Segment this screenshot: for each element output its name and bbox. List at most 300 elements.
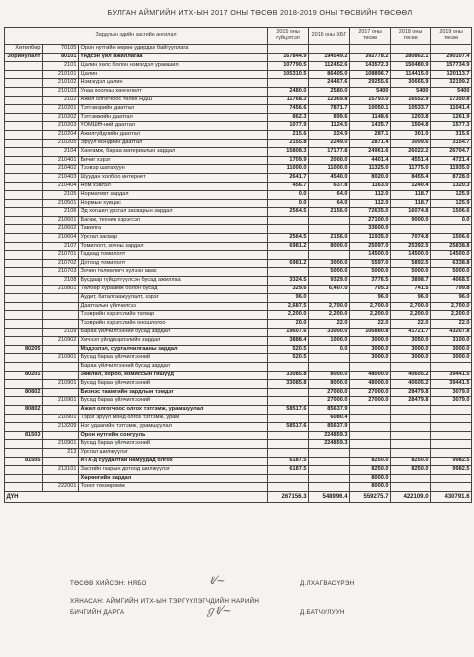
row-value-2016: 85637.9 (309, 423, 350, 432)
row-code-2: 210902 (43, 337, 79, 346)
row-value-2018: 741.5 (391, 285, 431, 294)
row-value-2016: 8000.0 (309, 242, 350, 251)
row-value-2016 (309, 474, 350, 483)
row-code-2: 2104 (43, 148, 79, 157)
table-row (5, 371, 472, 380)
row-value-2015: 520.5 (268, 354, 309, 363)
reviewed-by-role: ХЯНАСАН: АЙМГИЙН ИТХ-ЫН ТЭРГҮҮЛЭГЧДИЙН НАРИЙН (70, 598, 260, 605)
row-value-2017 (350, 362, 391, 371)
row-value-2018 (391, 431, 431, 440)
row-value-2017: 11935.0 (350, 234, 391, 243)
row-name: Нормативт зардал (79, 191, 268, 200)
table-row (5, 216, 472, 225)
row-code-1 (5, 380, 43, 389)
row-code-1 (5, 466, 43, 475)
row-value-2018: 96.0 (391, 294, 431, 303)
row-value-2015: 329.6 (268, 285, 309, 294)
row-code-1 (5, 96, 43, 105)
row-code-1 (5, 234, 43, 243)
row-name: Цалин хөлс болон нэмэгдэл урамшил (79, 62, 268, 71)
row-code-1 (5, 225, 43, 234)
row-code-2 (43, 362, 79, 371)
row-code-2: 210401 (43, 156, 79, 165)
table-row (5, 208, 472, 217)
row-value-2019: 11935.0 (431, 165, 472, 174)
row-value-2019: 3000.0 (431, 345, 472, 354)
row-value-2016: 64.0 (309, 199, 350, 208)
row-code-1 (5, 62, 43, 71)
row-value-2017: 10050.1 (350, 105, 391, 114)
row-name: Бусад бараа үйлчилгээний (79, 397, 268, 406)
row-code-2: 210901 (43, 354, 79, 363)
table-row (5, 242, 472, 251)
row-value-2017 (350, 431, 391, 440)
row-value-2019: 22.0 (431, 320, 472, 329)
row-value-2017: 22.0 (350, 320, 391, 329)
row-name: Орон нутгийн сонгууль (79, 431, 268, 440)
table-row (5, 457, 472, 466)
row-value-2017: 8000.0 (350, 474, 391, 483)
row-code-2 (43, 320, 79, 329)
row-code-2: 210801 (43, 285, 79, 294)
row-value-2018: 30665.9 (391, 79, 431, 88)
row-value-2016: 2,700.0 (309, 302, 350, 311)
row-code-2: 80101 (43, 53, 79, 62)
total-2018: 422109.0 (391, 491, 431, 502)
row-value-2018: 114415.0 (391, 70, 431, 79)
row-value-2019: 8728.0 (431, 173, 472, 182)
header-2016: 2016 оны ХБГ (309, 28, 350, 45)
row-value-2015: 3324.5 (268, 277, 309, 286)
row-value-2018: 28479.8 (391, 388, 431, 397)
row-value-2017: 8250.0 (350, 466, 391, 475)
reviewed-by-title: БИЧГИЙН ДАРГА (70, 609, 125, 616)
row-value-2016 (309, 294, 350, 303)
table-row (5, 320, 472, 329)
row-value-2016: 86405.0 (309, 70, 350, 79)
row-value-2019 (431, 431, 472, 440)
row-name: Тэтгэвэрийн даатгал (79, 105, 268, 114)
row-value-2019: 1506.6 (431, 234, 472, 243)
row-code-1 (5, 285, 43, 294)
row-value-2015 (268, 440, 309, 449)
row-value-2016 (309, 466, 350, 475)
budget-table (4, 27, 472, 503)
row-value-2015: 1077.9 (268, 122, 309, 131)
row-code-2 (43, 302, 79, 311)
row-code-2: 210602 (43, 225, 79, 234)
row-name: Орон нутгийн өөрөө удирдах байгууллага (79, 45, 268, 54)
row-value-2017: 2,700.0 (350, 302, 391, 311)
row-value-2015: 2,687.5 (268, 302, 309, 311)
row-code-1 (5, 320, 43, 329)
row-value-2015 (268, 388, 309, 397)
row-value-2018 (391, 474, 431, 483)
row-value-2016: 22.0 (309, 320, 350, 329)
row-value-2018: 301.0 (391, 130, 431, 139)
row-value-2017: 27100.0 (350, 216, 391, 225)
row-value-2016: 6,407.0 (309, 285, 350, 294)
row-value-2015 (268, 448, 309, 457)
table-row (5, 139, 472, 148)
row-name: Нэг удаагийн тэтгэмж, урамшуулал (79, 423, 268, 432)
row-value-2018: 26022.2 (391, 148, 431, 157)
row-name: Багаж, техник хэрэгсэл (79, 216, 268, 225)
row-value-2017: 8000.0 (350, 483, 391, 492)
row-value-2017: 143572.3 (350, 62, 391, 71)
row-value-2016: 2,200.0 (309, 311, 350, 320)
row-value-2019: 25838.8 (431, 242, 472, 251)
header-2017: 2017 оны төсөв (350, 28, 391, 45)
row-value-2019 (431, 440, 472, 449)
row-code-1 (5, 139, 43, 148)
row-value-2015: 3888.4 (268, 337, 309, 346)
table-row (5, 191, 472, 200)
row-value-2019 (431, 414, 472, 423)
table-header-row (5, 28, 472, 45)
row-value-2019 (431, 405, 472, 414)
table-row (5, 122, 472, 131)
row-code-2: 210404 (43, 182, 79, 191)
row-value-2018: 3000.0 (391, 354, 431, 363)
row-name: Бусдаар гүйцэтгүүлсэн бусад ажиллаа (79, 277, 268, 286)
row-value-2016: 0.0 (309, 345, 350, 354)
row-value-2015: 33085.8 (268, 380, 309, 389)
row-value-2019 (431, 45, 472, 54)
row-value-2015: 2641.7 (268, 173, 309, 182)
row-code-2: 2106 (43, 208, 79, 217)
row-value-2015 (268, 414, 309, 423)
row-value-2019: 2,700.0 (431, 302, 472, 311)
row-value-2018: 280862.1 (391, 53, 431, 62)
row-value-2016: 17177.8 (309, 148, 350, 157)
row-value-2018: 7074.8 (391, 234, 431, 243)
row-code-2: 210901 (43, 440, 79, 449)
header-2018: 2018 оны төсөө (391, 28, 431, 45)
row-value-2019: 43207.8 (431, 328, 472, 337)
row-value-2019 (431, 474, 472, 483)
row-value-2015 (268, 362, 309, 371)
row-name: Бараа үйлчилгээний бусад зардал (79, 362, 268, 371)
row-code-1: Хөтөлбөр (5, 45, 43, 54)
row-value-2018 (391, 423, 431, 432)
row-value-2018: 5892.5 (391, 259, 431, 268)
row-value-2015 (268, 431, 309, 440)
row-code-2: 210102 (43, 79, 79, 88)
row-value-2017: 112.0 (350, 191, 391, 200)
row-name: Аудит, баталгаажуулалт, зэрэг (79, 294, 268, 303)
row-name: Тэрэг эрүүл мэнд олгох тэтгэмж, урам (79, 414, 268, 423)
row-value-2018: 2,700.0 (391, 302, 431, 311)
row-value-2017: 3776.5 (350, 277, 391, 286)
row-value-2017: 392778.2 (350, 53, 391, 62)
row-value-2016 (309, 354, 350, 363)
row-value-2018: 16074.8 (391, 208, 431, 217)
row-code-2 (43, 474, 79, 483)
row-value-2016: 64.0 (309, 191, 350, 200)
row-name: Эрүүл мэндийн даатгал (79, 139, 268, 148)
row-value-2015: 20.0 (268, 320, 309, 329)
row-code-2: 210205 (43, 139, 79, 148)
table-row (5, 466, 472, 475)
row-value-2018: 3050.0 (391, 337, 431, 346)
row-name: Бусад бараа үйлчилгээний (79, 354, 268, 363)
table-row (5, 225, 472, 234)
row-value-2019: 157734.9 (431, 62, 472, 71)
table-row (5, 182, 472, 191)
row-value-2015: 6981.2 (268, 242, 309, 251)
row-value-2015: 456.7 (268, 182, 309, 191)
row-value-2017: 48000.0 (350, 380, 391, 389)
row-value-2019: 14500.0 (431, 251, 472, 260)
row-code-1: 80802 (5, 388, 43, 397)
row-code-2 (43, 345, 79, 354)
row-code-1 (5, 294, 43, 303)
row-code-2: 210204 (43, 130, 79, 139)
document-title: БУЛГАН АЙМГИЙН ИТХ-ЫН 2017 ОНЫ ТӨСӨВ 2018-2019 ОНЫ ТӨСВИЙН ТӨСӨӨЛ (107, 8, 413, 17)
row-value-2017: 29255.6 (350, 79, 391, 88)
row-name: Урсгал шилжүүлэг (79, 448, 268, 457)
row-code-1 (5, 337, 43, 346)
row-value-2016: 7871.7 (309, 105, 350, 114)
row-code-1 (5, 113, 43, 122)
row-code-1 (5, 397, 43, 406)
row-value-2015: 15808.3 (268, 148, 309, 157)
row-value-2015: 19607.6 (268, 328, 309, 337)
row-value-2016: 224.9 (309, 130, 350, 139)
row-code-1 (5, 208, 43, 217)
row-value-2015: 0.0 (268, 199, 309, 208)
table-row (5, 130, 472, 139)
row-name: Тээвэр шатахуун (79, 165, 268, 174)
row-name: Хөрөнгийн зардал (79, 474, 268, 483)
table-row (5, 354, 472, 363)
row-value-2017: 2871.4 (350, 139, 391, 148)
row-value-2018 (391, 225, 431, 234)
row-code-1 (5, 156, 43, 165)
row-name: Тээврийн хэрэгслийн оношлогоо (79, 320, 268, 329)
table-row (5, 156, 472, 165)
row-name: Мэдээлэл, сурталчилгааны зардал (79, 345, 268, 354)
row-code-2 (43, 431, 79, 440)
row-value-2016: 33000.0 (309, 328, 350, 337)
table-row (5, 345, 472, 354)
row-value-2016: 85637.9 (309, 405, 350, 414)
row-name: Эд хогшил урсгал засварын зардал (79, 208, 268, 217)
row-value-2018: 3898.7 (391, 277, 431, 286)
row-name: Даатгалын үйлчилгээ (79, 302, 268, 311)
row-value-2017: 3000.0 (350, 345, 391, 354)
row-code-1 (5, 191, 43, 200)
row-name: Зөвлөл, хороо, комиссын гишүүд (79, 371, 268, 380)
row-code-2: 210103 (43, 87, 79, 96)
row-name: Ажил олгогчоос төлөх НДШ (79, 96, 268, 105)
row-value-2015: 1709.9 (268, 156, 309, 165)
row-code-2 (43, 371, 79, 380)
row-code-1 (5, 173, 43, 182)
row-value-2019: 96.0 (431, 294, 472, 303)
row-value-2017: 287.1 (350, 130, 391, 139)
row-value-2016: 3000.0 (309, 259, 350, 268)
row-value-2019: 17350.8 (431, 96, 472, 105)
row-code-1 (5, 268, 43, 277)
row-code-2: 213209 (43, 423, 79, 432)
row-code-1 (5, 440, 43, 449)
row-value-2015 (268, 251, 309, 260)
total-row (5, 491, 472, 502)
row-value-2015: 2480.0 (268, 87, 309, 96)
row-code-2 (43, 457, 79, 466)
reviewed-by-name: Д.БАТЧУЛУУН (300, 609, 345, 616)
row-name: Хичээл үйлдвэрлэлийн зардал (79, 337, 268, 346)
row-code-2: 210203 (43, 122, 79, 131)
row-name: ҮОМШӨ-ний даатгал (79, 122, 268, 131)
row-value-2018: 14500.0 (391, 251, 431, 260)
row-code-2: 2108 (43, 277, 79, 286)
row-name: Томилолт, зочны зардал (79, 242, 268, 251)
row-value-2015: 6187.5 (268, 457, 309, 466)
table-row (5, 414, 472, 423)
row-code-2: 210702 (43, 259, 79, 268)
row-value-2016: 224859.3 (309, 431, 350, 440)
row-value-2018: 28479.8 (391, 397, 431, 406)
row-value-2016: 24467.6 (309, 79, 350, 88)
table-row (5, 79, 472, 88)
row-value-2017: 48000.0 (350, 371, 391, 380)
row-code-2: 210604 (43, 234, 79, 243)
table-row (5, 302, 472, 311)
row-value-2018: 16552.9 (391, 96, 431, 105)
row-value-2019: 125.9 (431, 199, 472, 208)
row-name: Бусад бараа үйлчилгээний (79, 440, 268, 449)
row-code-2 (43, 388, 79, 397)
row-code-1 (5, 328, 43, 337)
row-value-2019 (431, 448, 472, 457)
table-row (5, 311, 472, 320)
table-row (5, 277, 472, 286)
row-value-2016: 4540.0 (309, 173, 350, 182)
row-code-1 (5, 105, 43, 114)
row-value-2017 (350, 45, 391, 54)
row-value-2017: 112.0 (350, 199, 391, 208)
row-value-2017: 11325.0 (350, 165, 391, 174)
row-name: Шуудан холбоо интернет (79, 173, 268, 182)
row-value-2017: 25097.0 (350, 242, 391, 251)
row-value-2018: 9000.0 (391, 216, 431, 225)
row-value-2018: 150480.9 (391, 62, 431, 71)
row-code-2: 210101 (43, 70, 79, 79)
row-value-2016 (309, 448, 350, 457)
row-value-2019: 4068.5 (431, 277, 472, 286)
table-row (5, 448, 472, 457)
row-value-2017: 5400 (350, 87, 391, 96)
row-value-2018 (391, 362, 431, 371)
row-name: Бараа үйлчилгээний бусад зардал (79, 328, 268, 337)
row-name: Цалин (79, 70, 268, 79)
row-name: Тэтгэмжийн даатгал (79, 113, 268, 122)
table-row (5, 113, 472, 122)
row-value-2017 (350, 414, 391, 423)
row-value-2016: 2156.0 (309, 234, 350, 243)
row-code-1: 80205 (5, 345, 43, 354)
row-code-2: 210402 (43, 165, 79, 174)
table-row (5, 234, 472, 243)
row-value-2018: 8250.0 (391, 457, 431, 466)
row-code-1 (5, 423, 43, 432)
total-2015: 267156.3 (268, 491, 309, 502)
row-value-2015 (268, 474, 309, 483)
row-code-2: 2105 (43, 191, 79, 200)
row-value-2016: 6080.4 (309, 414, 350, 423)
row-value-2018: 5400 (391, 87, 431, 96)
row-value-2015: 11768.3 (268, 96, 309, 105)
total-2019: 430791.6 (431, 491, 472, 502)
row-code-2: 210202 (43, 113, 79, 122)
table-row (5, 474, 472, 483)
row-code-1 (5, 122, 43, 131)
table-body (5, 45, 472, 492)
row-value-2017: 8020.0 (350, 173, 391, 182)
row-value-2015: 105310.5 (268, 70, 309, 79)
row-value-2017: 5597.0 (350, 259, 391, 268)
table-row (5, 165, 472, 174)
table-row (5, 440, 472, 449)
row-value-2018: 3009.6 (391, 139, 431, 148)
prepared-by-name: Д.ЛХАГВАСҮРЭН (300, 580, 355, 587)
row-code-2: 213101 (43, 466, 79, 475)
row-value-2019: 1506.6 (431, 208, 472, 217)
row-value-2018: 40605.2 (391, 371, 431, 380)
row-value-2016 (309, 45, 350, 54)
table-row (5, 268, 472, 277)
row-value-2019 (431, 483, 472, 492)
row-value-2017: 4401.4 (350, 156, 391, 165)
row-value-2019: 3079.0 (431, 388, 472, 397)
row-value-2015: 520.5 (268, 345, 309, 354)
row-value-2015: 107790.5 (268, 62, 309, 71)
row-name: Бизнэс таамгийн зардлын тэмдэг (79, 388, 268, 397)
row-value-2015: 6981.2 (268, 259, 309, 268)
row-code-2: 222001 (43, 483, 79, 492)
row-code-1 (5, 199, 43, 208)
row-value-2018: 40605.2 (391, 380, 431, 389)
row-value-2015: 33085.8 (268, 371, 309, 380)
row-value-2018: 1203.8 (391, 113, 431, 122)
table-row (5, 397, 472, 406)
row-value-2016: 2580.0 (309, 87, 350, 96)
row-code-1 (5, 259, 43, 268)
row-code-1 (5, 448, 43, 457)
table-row (5, 87, 472, 96)
row-code-1 (5, 182, 43, 191)
row-value-2017: 1148.6 (350, 113, 391, 122)
row-value-2017: 3000.0 (350, 337, 391, 346)
row-code-2: 70105 (43, 45, 79, 54)
row-value-2019: 26704.7 (431, 148, 472, 157)
row-value-2017: 24961.6 (350, 148, 391, 157)
row-name: Тоног төхөөрөмж (79, 483, 268, 492)
row-value-2019: 3079.0 (431, 397, 472, 406)
row-code-1 (5, 165, 43, 174)
row-value-2019: 5400 (431, 87, 472, 96)
row-value-2017: 3000.0 (350, 354, 391, 363)
table-row (5, 328, 472, 337)
row-value-2016: 112452.6 (309, 62, 350, 71)
row-value-2017: 33600.0 (350, 225, 391, 234)
row-code-1 (5, 242, 43, 251)
row-value-2018: 8250.0 (391, 466, 431, 475)
table-row (5, 285, 472, 294)
